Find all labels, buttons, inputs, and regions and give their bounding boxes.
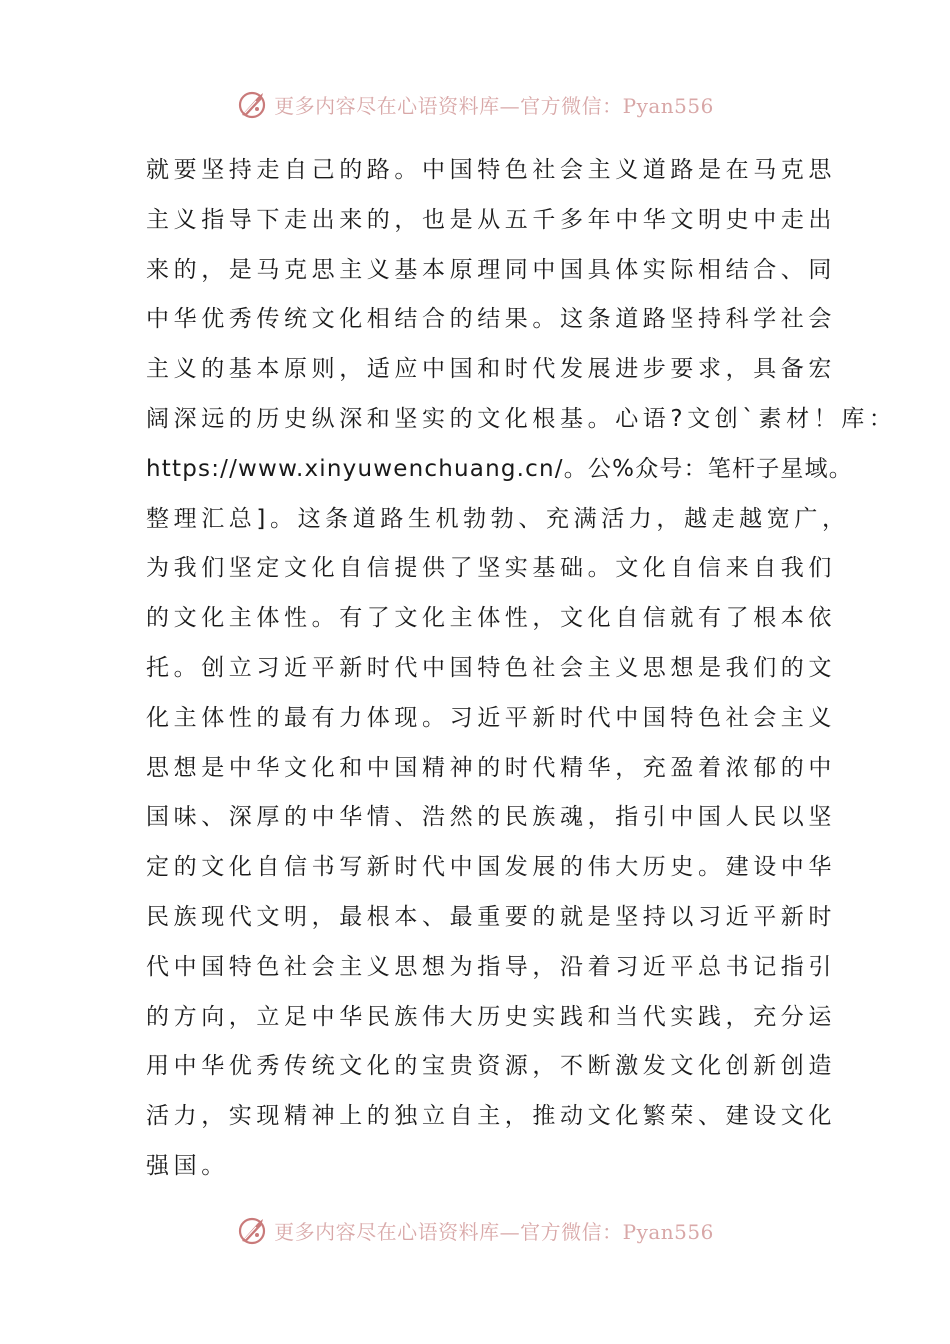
text-line: 定的文化自信书写新时代中国发展的伟大历史。建设中华 xyxy=(146,854,836,881)
pen-nib-logo-icon xyxy=(236,1213,270,1247)
header-banner xyxy=(0,84,950,124)
text-line: 代中国特色社会主义思想为指导，沿着习近平总书记指引 xyxy=(146,953,836,980)
text-line: 强国。 xyxy=(146,1152,229,1179)
text-line: 民族现代文明，最根本、最重要的就是坚持以习近平新时 xyxy=(146,903,836,930)
footer-banner xyxy=(0,1210,950,1250)
text-line: 就要坚持走自己的路。中国特色社会主义道路是在马克思 xyxy=(146,157,836,183)
document-body xyxy=(146,146,897,1192)
text-line: 为我们坚定文化自信提供了坚实基础。文化自信来自我们 xyxy=(146,555,836,582)
pen-nib-logo-icon xyxy=(236,87,270,121)
text-line: 主义的基本原则，适应中国和时代发展进步要求，具备宏 xyxy=(146,356,836,383)
text-line: 思想是中华文化和中国精神的时代精华，充盈着浓郁的中 xyxy=(146,754,836,781)
text-line: 国味、深厚的中华情、浩然的民族魂，指引中国人民以坚 xyxy=(146,804,836,831)
text-line: 托。创立习近平新时代中国特色社会主义思想是我们的文 xyxy=(146,654,836,681)
footer-banner-text: 更多内容尽在心语资料库—官方微信：Pyan556 xyxy=(274,1219,714,1244)
text-line: 主义指导下走出来的，也是从五千多年中华文明史中走出 xyxy=(146,206,836,233)
text-line: 整理汇总]。这条道路生机勃勃、充满活力，越走越宽广， xyxy=(146,505,850,532)
text-line-url: https://www.xinyuwenchuang.cn/。公%众号：笔杆子星域。 xyxy=(146,455,853,482)
text-line: 来的，是马克思主义基本原理同中国具体实际相结合、同 xyxy=(146,256,836,283)
text-line: 阔深远的历史纵深和坚实的文化根基。心语?文创`素材！库： xyxy=(146,405,897,432)
text-line: 的文化主体性。有了文化主体性，文化自信就有了根本依 xyxy=(146,605,836,632)
text-line: 化主体性的最有力体现。习近平新时代中国特色社会主义 xyxy=(146,704,836,731)
text-line: 用中华优秀传统文化的宝贵资源，不断激发文化创新创造 xyxy=(146,1053,836,1080)
text-line: 中华优秀传统文化相结合的结果。这条道路坚持科学社会 xyxy=(146,306,836,333)
header-banner-text: 更多内容尽在心语资料库—官方微信：Pyan556 xyxy=(274,93,714,118)
text-line: 活力，实现精神上的独立自主，推动文化繁荣、建设文化 xyxy=(146,1103,836,1130)
text-line: 的方向，立足中华民族伟大历史实践和当代实践，充分运 xyxy=(146,1003,836,1030)
